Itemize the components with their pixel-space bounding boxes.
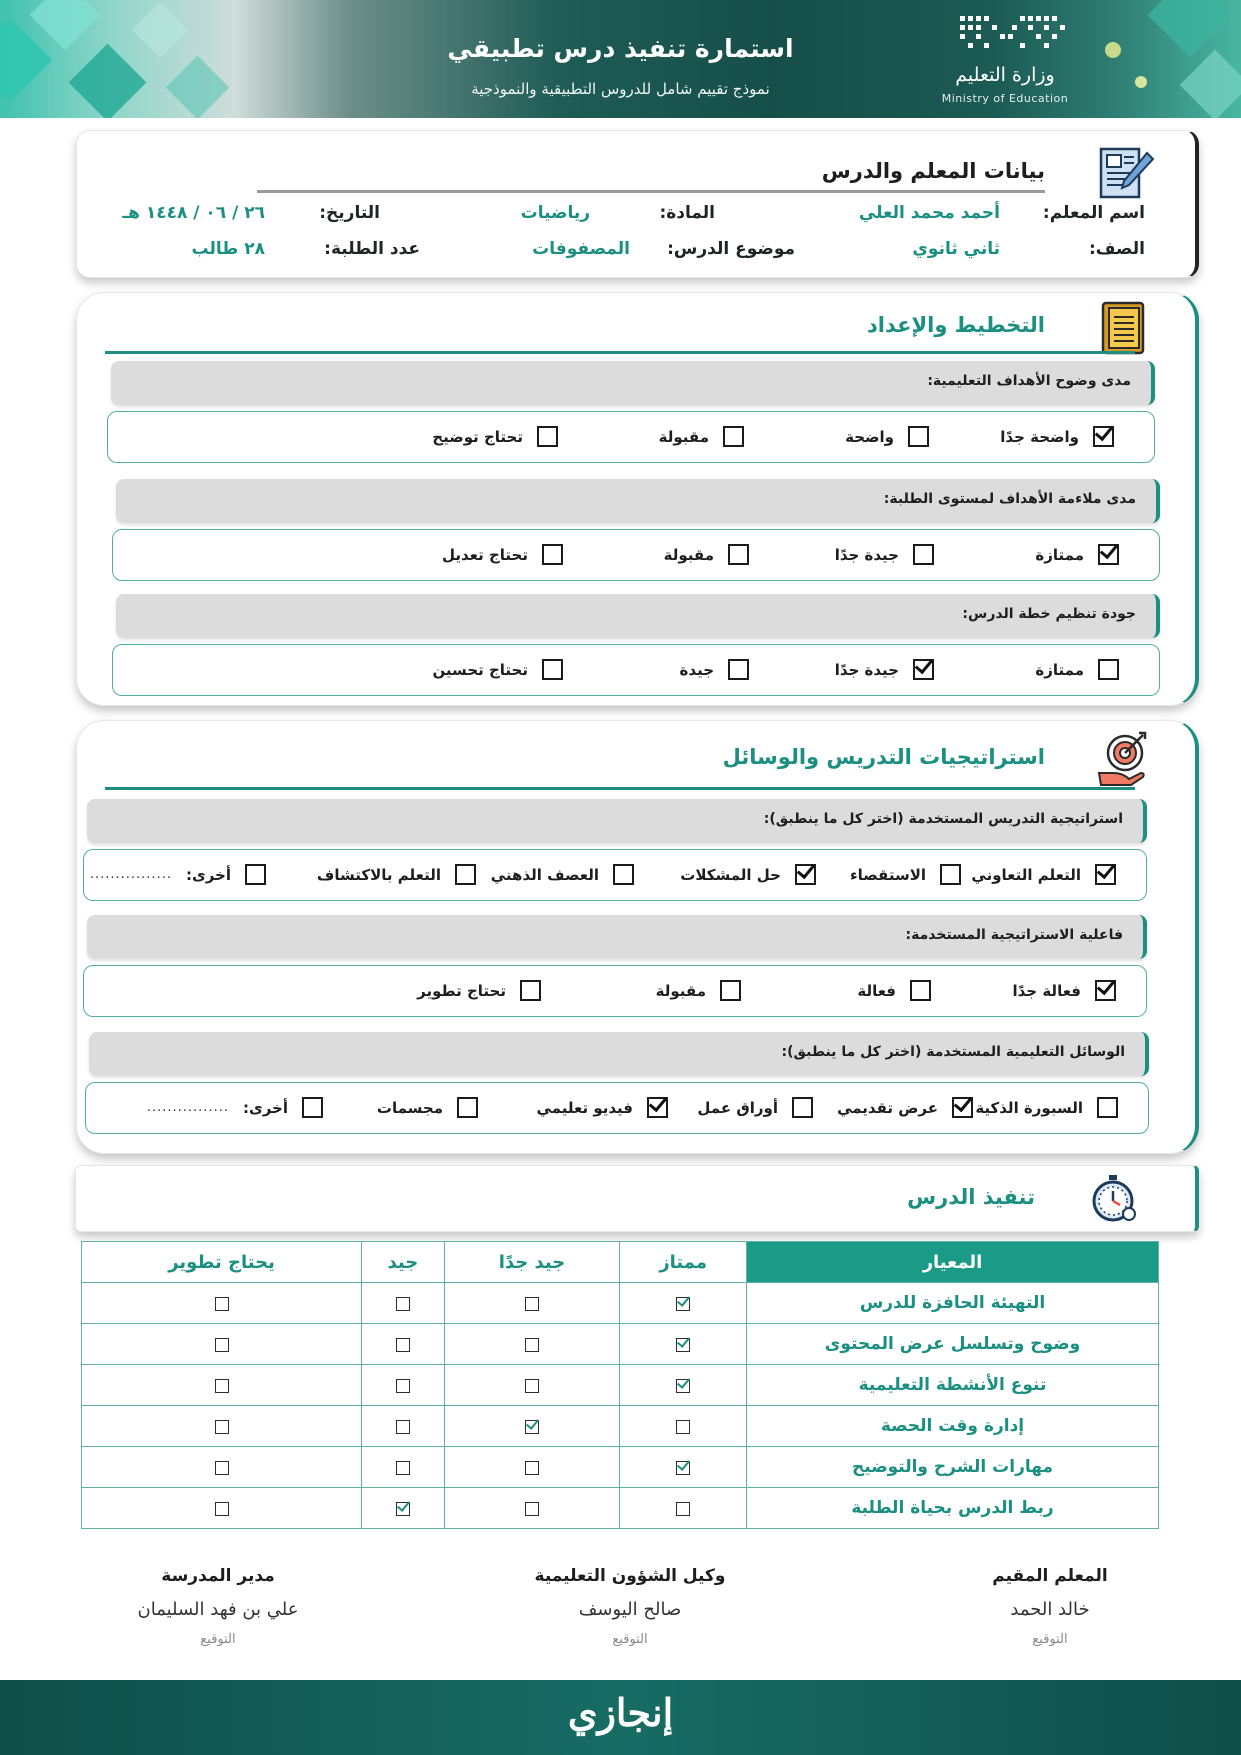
option-label: جيدة جدًا	[834, 545, 899, 564]
ministry-name-ar: وزارة التعليم	[955, 64, 1055, 86]
option[interactable]	[837, 1097, 973, 1118]
option-label: ممتازة	[1035, 660, 1084, 679]
rating-checkbox[interactable]	[676, 1502, 690, 1516]
option[interactable]	[417, 980, 541, 1001]
teacher-label: اسم المعلم:	[1042, 203, 1145, 223]
signature-role: المعلم المقيم	[992, 1566, 1108, 1586]
checkbox[interactable]	[1098, 659, 1119, 680]
signature-caption: التوقيع	[1032, 1632, 1068, 1647]
option-label: جيدة	[679, 660, 714, 679]
checkbox[interactable]	[728, 544, 749, 565]
table-row	[82, 1324, 1159, 1365]
rating-checkbox[interactable]	[215, 1338, 229, 1352]
rating-checkbox[interactable]	[215, 1379, 229, 1393]
rating-checkbox[interactable]	[215, 1297, 229, 1311]
rating-cell	[620, 1324, 747, 1365]
option-label: مقبولة	[663, 545, 714, 564]
question-label: استراتيجية التدريس المستخدمة (اختر كل ما ينطبق):	[763, 811, 1123, 827]
checkbox[interactable]	[720, 980, 741, 1001]
checkbox[interactable]	[542, 659, 563, 680]
checkbox[interactable]	[613, 864, 634, 885]
title-underline	[105, 787, 1135, 790]
option-label: العصف الذهني	[490, 865, 599, 884]
rating-cell	[620, 1365, 747, 1406]
option[interactable]	[680, 864, 816, 885]
grade-label: الصف:	[1088, 239, 1145, 259]
date-value: ٢٦ / ٠٦ / ١٤٤٨ هـ	[122, 203, 265, 223]
signature-name: خالد الحمد	[1010, 1599, 1090, 1620]
checkbox[interactable]	[952, 1097, 973, 1118]
checkbox[interactable]	[908, 426, 929, 447]
options-box	[112, 529, 1160, 581]
signature-caption: التوقيع	[200, 1632, 236, 1647]
option-label: ممتازة	[1035, 545, 1084, 564]
rating-cell	[362, 1283, 445, 1324]
rating-checkbox[interactable]	[676, 1379, 690, 1393]
option[interactable]	[1000, 426, 1114, 447]
checkbox[interactable]	[1095, 864, 1116, 885]
options-box	[112, 644, 1160, 696]
option[interactable]	[835, 659, 934, 680]
teacher-info-card	[76, 130, 1199, 278]
option[interactable]	[656, 980, 741, 1001]
rating-cell	[362, 1365, 445, 1406]
option[interactable]	[442, 544, 563, 565]
rating-cell	[362, 1488, 445, 1529]
option-label: جيدة جدًا	[834, 660, 899, 679]
rating-cell	[444, 1365, 620, 1406]
options-box	[83, 965, 1147, 1017]
date-label: التاريخ:	[319, 203, 380, 223]
option-label: واضحة	[845, 427, 894, 446]
execution-table	[81, 1241, 1159, 1529]
page-footer	[0, 1680, 1241, 1755]
question-bar	[116, 594, 1160, 638]
option-label: عرض تقديمي	[837, 1098, 938, 1117]
option[interactable]	[537, 1097, 668, 1118]
rating-checkbox[interactable]	[215, 1461, 229, 1475]
rating-cell	[82, 1324, 362, 1365]
option-label: التعلم التعاوني	[971, 865, 1081, 884]
checkbox[interactable]	[455, 864, 476, 885]
teacher-value: أحمد محمد العلي	[858, 203, 1000, 223]
rating-checkbox[interactable]	[396, 1297, 410, 1311]
rating-checkbox[interactable]	[396, 1461, 410, 1475]
option-label: مقبولة	[655, 981, 706, 1000]
rating-checkbox[interactable]	[676, 1461, 690, 1475]
option[interactable]	[664, 544, 749, 565]
option-label: تحتاج توضيح	[432, 427, 523, 446]
option-label: تحتاج تعديل	[441, 545, 528, 564]
option-label: فعالة	[857, 981, 896, 1000]
checkbox[interactable]	[245, 864, 266, 885]
signature-block	[500, 1566, 760, 1647]
options-box	[107, 411, 1155, 463]
signature-name: علي بن فهد السليمان	[137, 1599, 299, 1620]
rating-cell	[82, 1447, 362, 1488]
checkbox[interactable]	[910, 980, 931, 1001]
option[interactable]	[432, 659, 563, 680]
checkbox[interactable]	[302, 1097, 323, 1118]
rating-checkbox[interactable]	[525, 1379, 539, 1393]
rating-cell	[620, 1447, 747, 1488]
rating-cell	[444, 1283, 620, 1324]
table-row	[82, 1283, 1159, 1324]
rating-checkbox[interactable]	[525, 1338, 539, 1352]
checkbox[interactable]	[723, 426, 744, 447]
option-label: السبورة الذكية	[975, 1098, 1083, 1117]
option[interactable]	[377, 1097, 478, 1118]
criterion-cell: ربط الدرس بحياة الطلبة	[747, 1488, 1159, 1529]
option[interactable]	[317, 864, 476, 885]
table-row	[82, 1365, 1159, 1406]
rating-checkbox[interactable]	[215, 1420, 229, 1434]
other-blank[interactable]: ................	[89, 867, 172, 882]
criterion-cell: مهارات الشرح والتوضيح	[747, 1447, 1159, 1488]
option-label: مجسمات	[376, 1098, 443, 1117]
option-label: أوراق عمل	[697, 1098, 778, 1117]
rating-cell	[362, 1406, 445, 1447]
checkbox[interactable]	[1095, 980, 1116, 1001]
question-label: جودة تنظيم خطة الدرس:	[962, 606, 1136, 622]
option[interactable]	[850, 864, 961, 885]
option-label: التعلم بالاكتشاف	[316, 865, 441, 884]
question-bar	[111, 361, 1155, 405]
signature-role: وكيل الشؤون التعليمية	[534, 1566, 726, 1586]
option[interactable]	[1013, 980, 1117, 1001]
rating-cell	[444, 1324, 620, 1365]
rating-checkbox[interactable]	[525, 1420, 539, 1434]
option-label: واضحة جدًا	[1000, 427, 1079, 446]
rating-checkbox[interactable]	[676, 1420, 690, 1434]
option[interactable]	[697, 1097, 813, 1118]
criterion-cell: التهيئة الحافزة للدرس	[747, 1283, 1159, 1324]
signature-block	[920, 1566, 1180, 1647]
rating-checkbox[interactable]	[215, 1502, 229, 1516]
option[interactable]	[1035, 544, 1119, 565]
options-box	[83, 849, 1147, 901]
criterion-cell: وضوح وتسلسل عرض المحتوى	[747, 1324, 1159, 1365]
signature-caption: التوقيع	[612, 1632, 648, 1647]
footer-logo: إنجازي	[567, 1690, 674, 1735]
checkbox[interactable]	[542, 544, 563, 565]
column-header: جيد	[362, 1242, 445, 1283]
option-label: فيديو تعليمي	[536, 1098, 633, 1117]
column-header: جيد جدًا	[444, 1242, 620, 1283]
column-header: ممتاز	[620, 1242, 747, 1283]
rating-checkbox[interactable]	[525, 1297, 539, 1311]
rating-cell	[362, 1324, 445, 1365]
rating-checkbox[interactable]	[396, 1338, 410, 1352]
criterion-cell: تنوع الأنشطة التعليمية	[747, 1365, 1159, 1406]
option-label: أخرى:	[242, 1098, 288, 1117]
rating-cell	[444, 1406, 620, 1447]
execution-title: تنفيذ الدرس	[907, 1185, 1035, 1209]
teacher-info-title: بيانات المعلم والدرس	[821, 159, 1045, 183]
option[interactable]	[680, 659, 749, 680]
option[interactable]	[975, 1097, 1118, 1118]
option[interactable]	[90, 864, 266, 885]
rating-cell	[444, 1488, 620, 1529]
checkbox[interactable]	[1097, 1097, 1118, 1118]
option-label: تحتاج تطوير	[417, 981, 506, 1000]
option[interactable]	[845, 426, 929, 447]
option[interactable]	[659, 426, 744, 447]
table-header-row	[82, 1242, 1159, 1283]
page-title: استمارة تنفيذ درس تطبيقي	[447, 34, 794, 63]
table-row	[82, 1488, 1159, 1529]
subject-label: المادة:	[659, 203, 715, 223]
table-row	[82, 1406, 1159, 1447]
option[interactable]	[432, 426, 558, 447]
option[interactable]	[971, 864, 1116, 885]
signature-block	[88, 1566, 348, 1647]
ministry-logo	[940, 14, 1080, 106]
question-label: الوسائل التعليمية المستخدمة (اختر كل ما ينطبق):	[781, 1044, 1125, 1060]
stopwatch-icon	[1086, 1172, 1140, 1226]
signature-name: صالح اليوسف	[578, 1599, 682, 1620]
title-underline	[105, 351, 1135, 354]
checkbox[interactable]	[1098, 544, 1119, 565]
rating-cell	[620, 1488, 747, 1529]
option-label: حل المشكلات	[680, 865, 781, 884]
question-bar	[89, 1032, 1149, 1076]
strategies-title: استراتيجيات التدريس والوسائل	[722, 745, 1045, 769]
page-header	[0, 0, 1241, 118]
planning-card	[76, 292, 1199, 706]
rating-cell	[82, 1406, 362, 1447]
rating-checkbox[interactable]	[676, 1338, 690, 1352]
strategies-card	[76, 720, 1199, 1154]
options-box	[85, 1082, 1149, 1134]
rating-checkbox[interactable]	[525, 1461, 539, 1475]
other-blank[interactable]: ................	[146, 1100, 229, 1115]
checkbox[interactable]	[520, 980, 541, 1001]
rating-checkbox[interactable]	[396, 1502, 410, 1516]
notebook-icon	[1093, 297, 1155, 357]
question-bar	[87, 799, 1147, 843]
option[interactable]	[1035, 659, 1119, 680]
table-row	[82, 1447, 1159, 1488]
document-pen-icon	[1093, 143, 1155, 203]
question-bar	[116, 479, 1160, 523]
checkbox[interactable]	[457, 1097, 478, 1118]
execution-header-card	[75, 1165, 1199, 1232]
option[interactable]	[147, 1097, 323, 1118]
target-hand-icon	[1093, 729, 1155, 789]
question-label: مدى ملاءمة الأهداف لمستوى الطلبة:	[883, 491, 1136, 507]
planning-title: التخطيط والإعداد	[867, 313, 1045, 337]
rating-checkbox[interactable]	[396, 1379, 410, 1393]
rating-cell	[620, 1283, 747, 1324]
checkbox[interactable]	[537, 426, 558, 447]
topic-label: موضوع الدرس:	[667, 239, 795, 259]
question-label: مدى وضوح الأهداف التعليمية:	[927, 373, 1131, 389]
rating-cell	[620, 1406, 747, 1447]
rating-cell	[82, 1488, 362, 1529]
ministry-logo-icon	[950, 14, 1070, 56]
option[interactable]	[835, 544, 934, 565]
rating-cell	[82, 1283, 362, 1324]
checkbox[interactable]	[940, 864, 961, 885]
rating-checkbox[interactable]	[676, 1297, 690, 1311]
ministry-name-en: Ministry of Education	[941, 92, 1069, 105]
checkbox[interactable]	[1093, 426, 1114, 447]
question-bar	[87, 915, 1147, 959]
title-underline	[257, 190, 1045, 193]
students-value: ٢٨ طالب	[191, 239, 265, 259]
rating-checkbox[interactable]	[396, 1420, 410, 1434]
rating-cell	[444, 1447, 620, 1488]
checkbox[interactable]	[647, 1097, 668, 1118]
option-label: تحتاج تحسين	[432, 660, 528, 679]
checkbox[interactable]	[913, 544, 934, 565]
criterion-cell: إدارة وقت الحصة	[747, 1406, 1159, 1447]
subject-value: رياضيات	[520, 203, 590, 223]
question-label: فاعلية الاستراتيجية المستخدمة:	[905, 927, 1123, 943]
rating-checkbox[interactable]	[525, 1502, 539, 1516]
topic-value: المصفوفات	[532, 239, 630, 259]
page-subtitle: نموذج تقييم شامل للدروس التطبيقية والنموذجية	[471, 80, 770, 98]
option[interactable]	[857, 980, 931, 1001]
signature-role: مدير المدرسة	[161, 1566, 275, 1586]
checkbox[interactable]	[792, 1097, 813, 1118]
checkbox[interactable]	[795, 864, 816, 885]
checkbox[interactable]	[913, 659, 934, 680]
column-header: يحتاج تطوير	[82, 1242, 362, 1283]
checkbox[interactable]	[728, 659, 749, 680]
option[interactable]	[491, 864, 634, 885]
students-label: عدد الطلبة:	[324, 239, 420, 259]
grade-value: ثاني ثانوي	[912, 239, 1000, 259]
rating-cell	[362, 1447, 445, 1488]
column-header: المعيار	[747, 1242, 1159, 1283]
option-label: مقبولة	[658, 427, 709, 446]
option-label: الاستقصاء	[849, 865, 926, 884]
option-label: أخرى:	[185, 865, 231, 884]
rating-cell	[82, 1365, 362, 1406]
option-label: فعالة جدًا	[1012, 981, 1081, 1000]
